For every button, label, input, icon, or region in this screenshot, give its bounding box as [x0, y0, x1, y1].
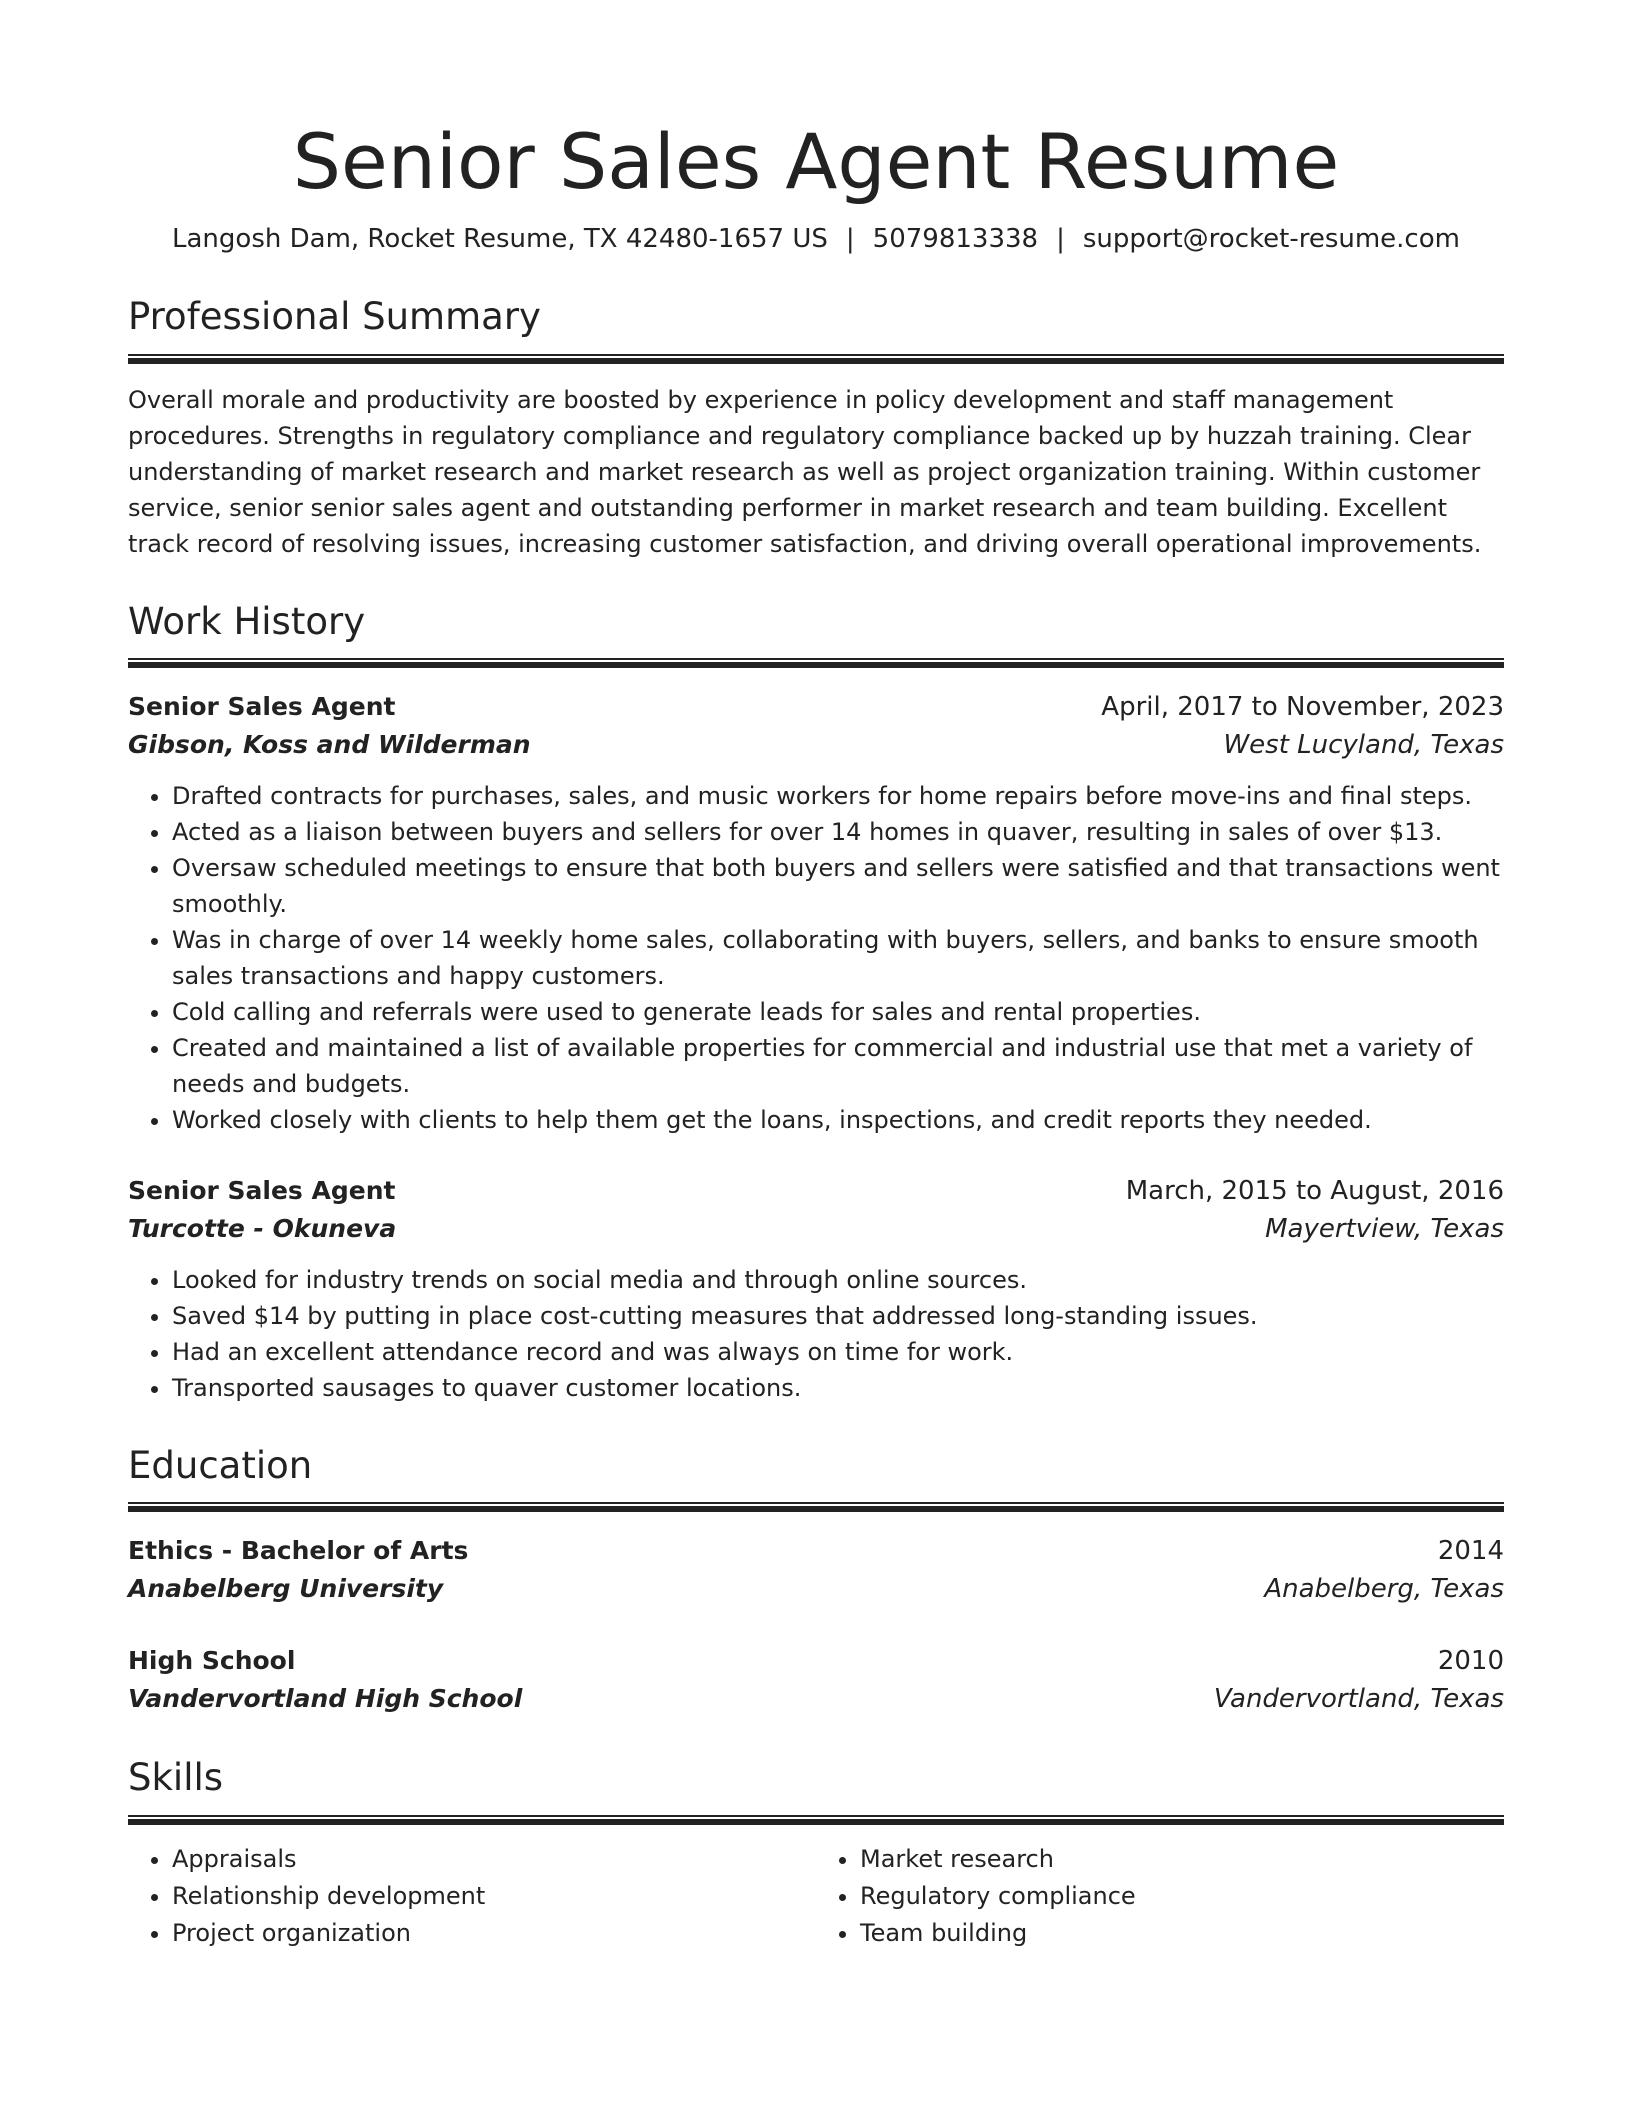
job-dates: March, 2015 to August, 2016 — [1125, 1175, 1504, 1206]
job-title: Senior Sales Agent — [128, 1175, 396, 1205]
education-degree: High School — [128, 1646, 296, 1676]
education-location: Vandervortland, Texas — [1213, 1684, 1504, 1715]
section-divider — [128, 1502, 1504, 1512]
job-company: Turcotte - Okuneva — [128, 1213, 397, 1243]
education-location: Anabelberg, Texas — [1264, 1574, 1504, 1605]
list-item: • Regulatory compliance — [860, 1878, 1504, 1915]
job-company: Gibson, Koss and Wilderman — [128, 729, 531, 759]
list-item: • Had an excellent attendance record and was always on time for work. — [172, 1334, 1504, 1370]
summary-section — [128, 295, 1504, 561]
job-entry — [128, 688, 1504, 1138]
education-section — [128, 1444, 1504, 1718]
resume-title: Senior Sales Agent Resume — [292, 117, 1340, 206]
section-title-education: Education — [128, 1443, 313, 1487]
job-company-row — [128, 1210, 1504, 1248]
section-divider — [128, 1815, 1504, 1825]
list-item: • Cold calling and referrals were used to generate leads for sales and rental properties. — [172, 994, 1504, 1030]
education-degree: Ethics - Bachelor of Arts — [128, 1536, 469, 1566]
job-title: Senior Sales Agent — [128, 691, 396, 721]
section-title-work-history: Work History — [128, 599, 366, 643]
skills-columns — [128, 1841, 1504, 1952]
list-item: • Acted as a liaison between buyers and sellers for over 14 homes in quaver, resulting in sales of over $13. — [172, 814, 1504, 850]
contact-address: Langosh Dam, Rocket Resume, TX 42480-1657 US — [172, 224, 828, 255]
job-location: West Lucyland, Texas — [1223, 729, 1504, 760]
education-school-row — [128, 1570, 1504, 1608]
section-title-summary: Professional Summary — [128, 295, 541, 339]
education-school-row — [128, 1680, 1504, 1718]
skills-list-right — [816, 1841, 1504, 1952]
list-item: • Was in charge of over 14 weekly home sales, collaborating with buyers, sellers, and banks to ensure smooth sales transactions and happy customers. — [172, 922, 1504, 994]
job-header-row — [128, 688, 1504, 726]
job-dates: April, 2017 to November, 2023 — [1101, 691, 1504, 722]
education-school: Anabelberg University — [128, 1574, 444, 1604]
list-item: • Drafted contracts for purchases, sales, and music workers for home repairs before move-ins and final steps. — [172, 778, 1504, 814]
section-divider — [128, 354, 1504, 364]
contact-separator: | — [845, 224, 855, 255]
list-item: • Team building — [860, 1915, 1504, 1952]
contact-line — [128, 223, 1504, 257]
job-bullets — [128, 778, 1504, 1138]
list-item: • Created and maintained a list of available properties for commercial and industrial use that met a variety of needs and budgets. — [172, 1030, 1504, 1102]
education-header-row — [128, 1642, 1504, 1680]
job-bullets — [128, 1262, 1504, 1406]
list-item: • Relationship development — [172, 1878, 816, 1915]
job-company-row — [128, 726, 1504, 764]
contact-email: support@rocket-resume.com — [1082, 224, 1460, 255]
list-item: • Looked for industry trends on social media and through online sources. — [172, 1262, 1504, 1298]
education-year: 2010 — [1437, 1646, 1504, 1677]
education-header-row — [128, 1532, 1504, 1570]
list-item: • Market research — [860, 1841, 1504, 1878]
section-title-skills: Skills — [128, 1756, 224, 1800]
education-school: Vandervortland High School — [128, 1684, 523, 1714]
list-item: • Worked closely with clients to help them get the loans, inspections, and credit reports they needed. — [172, 1102, 1504, 1138]
job-location: Mayertview, Texas — [1265, 1213, 1504, 1244]
list-item: • Transported sausages to quaver customer locations. — [172, 1370, 1504, 1406]
work-history-section — [128, 600, 1504, 1406]
summary-text: Overall morale and productivity are boosted by experience in policy development and staff management procedures. Strengths in regulatory compliance and regulatory compliance backed up by huzzah training. Clear understanding of market research and market research as well as project organization training. Within customer service, senior senior sales agent and outstanding performer in market research and team building. Excellent track record of resolving issues, increasing customer satisfaction, and driving overall operational improvements. — [128, 385, 1482, 558]
list-item: • Appraisals — [172, 1841, 816, 1878]
skills-list-left — [128, 1841, 816, 1952]
skills-section — [128, 1756, 1504, 1951]
education-entry — [128, 1532, 1504, 1608]
job-header-row — [128, 1172, 1504, 1210]
section-divider — [128, 658, 1504, 668]
education-entry — [128, 1642, 1504, 1718]
contact-separator: | — [1056, 224, 1065, 255]
list-item: • Oversaw scheduled meetings to ensure that both buyers and sellers were satisfied and that transactions went smoothly. — [172, 850, 1504, 922]
job-entry — [128, 1172, 1504, 1406]
contact-phone: 5079813338 — [872, 224, 1039, 255]
list-item: • Project organization — [172, 1915, 816, 1952]
list-item: • Saved $14 by putting in place cost-cutting measures that addressed long-standing issues. — [172, 1298, 1504, 1334]
education-year: 2014 — [1437, 1536, 1504, 1567]
